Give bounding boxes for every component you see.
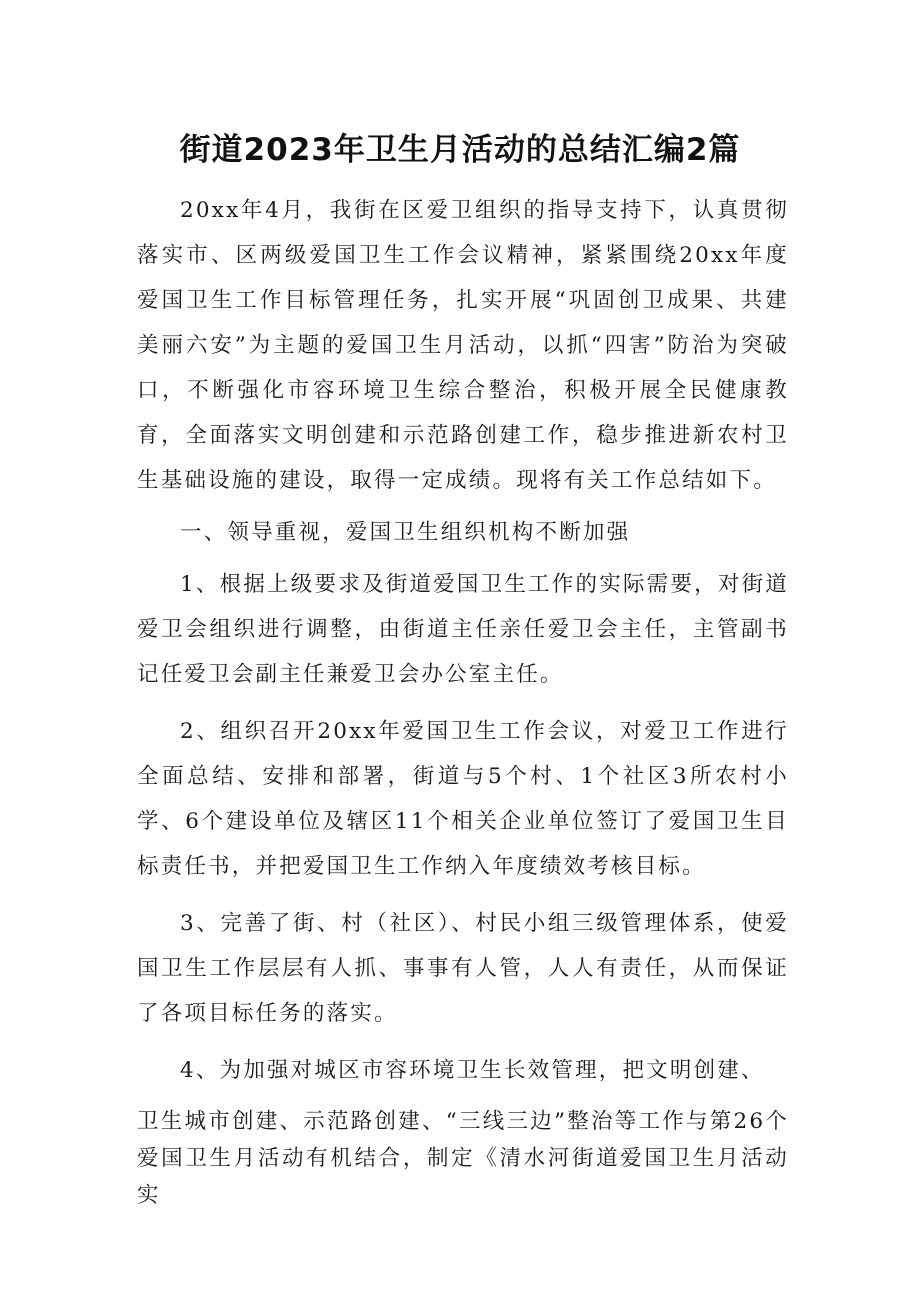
document-body	[137, 188, 789, 1214]
section-heading-1: 一、领导重视，爱国卫生组织机构不断加强	[180, 520, 631, 545]
document-title: 街道2023年卫生月活动的总结汇编2篇	[179, 132, 741, 168]
list-item-3: 3、完善了街、村（社区）、村民小组三级管理体系，使爱国卫生工作层层有人抓、事事有人管，人人有责任，从而保证了各项目标任务的落实。	[137, 911, 789, 1026]
list-item-4: 4、为加强对城区市容环境卫生长效管理，把文明创建、	[180, 1058, 765, 1083]
list-item-1: 1、根据上级要求及街道爱国卫生工作的实际需要，对街道爱卫会组织进行调整，由街道主任亲任爱卫会主任，主管副书记任爱卫会副主任兼爱卫会办公室主任。	[137, 572, 789, 687]
intro-paragraph: 20xx年4月，我街在区爱卫组织的指导支持下，认真贯彻落实市、区两级爱国卫生工作会议精神，紧紧围绕20xx年度爱国卫生工作目标管理任务，扎实开展“巩固创卫成果、共建美丽六安”为主题的爱国卫生月活动，以抓“四害”防治为突破口，不断强化市容环境卫生综合整治，积极开展全民健康教育，全面落实文明创建和示范路创建工作，稳步推进新农村卫生基础设施的建设，取得一定成绩。现将有关工作总结如下。	[137, 198, 789, 493]
list-item-4-continued: 卫生城市创建、示范路创建、“三线三边”整治等工作与第26个爱国卫生月活动有机结合，制定《清水河街道爱国卫生月活动实	[137, 1109, 789, 1208]
list-item-2: 2、组织召开20xx年爱国卫生工作会议，对爱卫工作进行全面总结、安排和部署，街道与5个村、1个社区3所农村小学、6个建设单位及辖区11个相关企业单位签订了爱国卫生目标责任书，并把爱国卫生工作纳入年度绩效考核目标。	[137, 719, 789, 879]
